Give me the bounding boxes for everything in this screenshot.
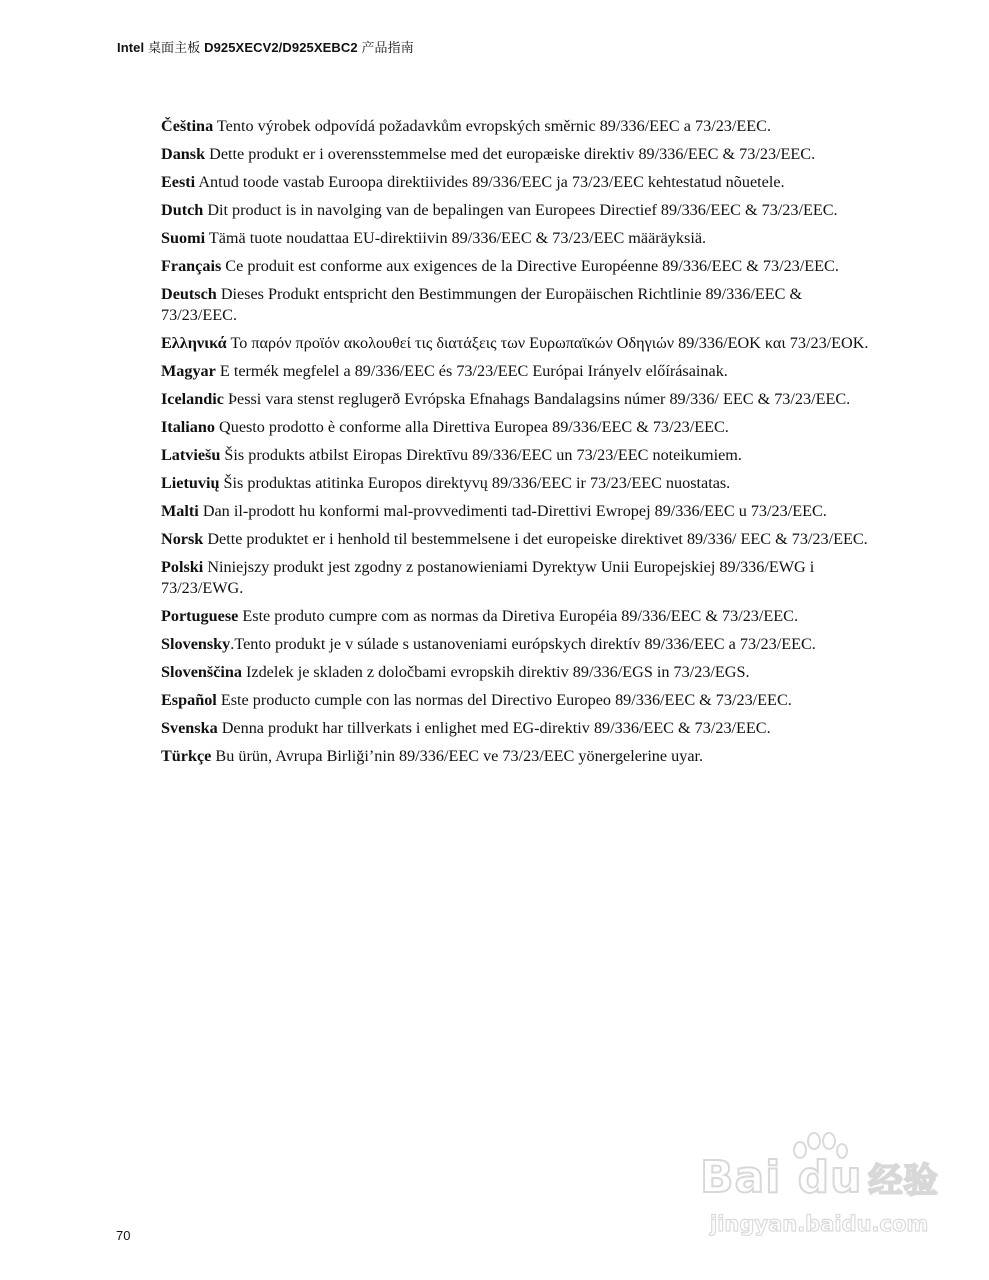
compliance-paragraph (161, 333, 875, 354)
compliance-paragraph (161, 718, 875, 739)
compliance-paragraph (161, 389, 875, 410)
statement-text: Izdelek je skladen z določbami evropskih direktiv 89/336/EGS in 73/23/EGS. (241, 663, 750, 681)
language-label: Portuguese (161, 607, 239, 625)
page-number: 70 (116, 1228, 131, 1243)
language-label: Suomi (161, 229, 206, 247)
language-label: Italiano (161, 418, 215, 436)
language-label: Ελληνικά (161, 334, 227, 352)
header-product-prefix: 桌面主板 (147, 40, 201, 55)
compliance-paragraph (161, 445, 875, 466)
statement-text: Το παρόν προϊόν ακολουθεί τις διατάξεις των Ευρωπαϊκών Οδηγιών 89/336/ΕΟΚ και 73/23/ΕΟΚ. (226, 334, 869, 352)
language-label: Türkçe (161, 747, 212, 765)
compliance-paragraph (161, 473, 875, 494)
statement-text: Tämä tuote noudattaa EU-direktiivin 89/336/EEC & 73/23/EEC määräyksiä. (205, 229, 707, 247)
compliance-paragraph (161, 417, 875, 438)
language-label: Slovenščina (161, 663, 242, 681)
language-label: Magyar (161, 362, 216, 380)
statement-text: Niniejszy produkt jest zgodny z postanowieniami Dyrektyw Unii Europejskiej 89/336/EWG i 73/23/EWG. (161, 558, 815, 597)
compliance-paragraph (161, 256, 875, 277)
compliance-paragraph (161, 529, 875, 550)
compliance-paragraph (161, 284, 875, 326)
compliance-paragraph (161, 501, 875, 522)
statement-text: Este producto cumple con las normas del Directivo Europeo 89/336/EEC & 73/23/EEC. (216, 691, 792, 709)
compliance-paragraph (161, 690, 875, 711)
statement-text: E termék megfelel a 89/336/EEC és 73/23/EEC Európai Irányelv előírásainak. (215, 362, 728, 380)
compliance-statements (161, 116, 875, 774)
language-label: Latviešu (161, 446, 221, 464)
header-model: D925XECV2/D925XEBC2 (204, 40, 358, 55)
header-brand: Intel (117, 40, 145, 55)
language-label: Lietuvių (161, 474, 220, 492)
language-label: Français (161, 257, 222, 275)
language-label: Slovensky (161, 635, 231, 653)
statement-text: Šis produktas atitinka Europos direktyvų 89/336/EEC ir 73/23/EEC nuostatas. (219, 474, 731, 492)
compliance-paragraph (161, 634, 875, 655)
statement-text: Tento výrobek odpovídá požadavkům evropských směrnic 89/336/EEC a 73/23/EEC. (213, 117, 771, 135)
watermark-url: jingyan.baidu.com (710, 1212, 929, 1236)
compliance-paragraph (161, 606, 875, 627)
compliance-paragraph (161, 200, 875, 221)
running-header (117, 37, 414, 56)
language-label: Eesti (161, 173, 196, 191)
compliance-paragraph (161, 144, 875, 165)
language-label: Polski (161, 558, 204, 576)
compliance-paragraph (161, 228, 875, 249)
compliance-paragraph (161, 662, 875, 683)
statement-text: Þessi vara stenst reglugerð Evrópska Efnahags Bandalagsins númer 89/336/ EEC & 73/23/EEC. (223, 390, 851, 408)
language-label: Čeština (161, 117, 214, 135)
baidu-jingyan-watermark (700, 1130, 950, 1245)
statement-text: Denna produkt har tillverkats i enlighet med EG-direktiv 89/336/EEC & 73/23/EEC. (217, 719, 771, 737)
statement-text: Dit product is in navolging van de bepalingen van Europees Directief 89/336/EEC & 73/23/EEC. (203, 201, 838, 219)
language-label: Icelandic (161, 390, 224, 408)
language-label: Svenska (161, 719, 218, 737)
statement-text: Dette produktet er i henhold til bestemmelsene i det europeiske direktivet 89/336/ EEC & 73/23/EEC. (203, 530, 868, 548)
language-label: Norsk (161, 530, 204, 548)
statement-text: Este produto cumpre com as normas da Diretiva Européia 89/336/EEC & 73/23/EEC. (238, 607, 799, 625)
language-label: Dansk (161, 145, 206, 163)
statement-text: Antud toode vastab Euroopa direktiivides 89/336/EEC ja 73/23/EEC kehtestatud nõuetele. (195, 173, 785, 191)
watermark-brand (700, 1152, 938, 1203)
statement-text: Dieses Produkt entspricht den Bestimmungen der Europäischen Richtlinie 89/336/EEC & 73/23/EEC. (161, 285, 803, 324)
statement-text: Ce produit est conforme aux exigences de la Directive Européenne 89/336/EEC & 73/23/EEC. (221, 257, 839, 275)
statement-text: Dette produkt er i overensstemmelse med det europæiske direktiv 89/336/EEC & 73/23/EEC. (205, 145, 816, 163)
compliance-paragraph (161, 361, 875, 382)
language-label: Deutsch (161, 285, 217, 303)
compliance-paragraph (161, 557, 875, 599)
language-label: Dutch (161, 201, 204, 219)
language-label: Malti (161, 502, 199, 520)
language-label: Español (161, 691, 217, 709)
statement-text: .Tento produkt je v súlade s ustanoveniami európskych direktív 89/336/EEC a 73/23/EEC. (230, 635, 816, 653)
compliance-paragraph (161, 116, 875, 137)
statement-text: Šis produkts atbilst Eiropas Direktīvu 89/336/EEC un 73/23/EEC noteikumiem. (220, 446, 742, 464)
compliance-paragraph (161, 746, 875, 767)
watermark-brand-latin: Bai du (700, 1152, 863, 1203)
compliance-paragraph (161, 172, 875, 193)
watermark-brand-cn: 经验 (868, 1161, 939, 1201)
statement-text: Questo prodotto è conforme alla Direttiva Europea 89/336/EEC & 73/23/EEC. (214, 418, 729, 436)
header-product-suffix: 产品指南 (361, 40, 414, 55)
statement-text: Dan il-prodott hu konformi mal-provvedimenti tad-Direttivi Ewropej 89/336/EEC u 73/23/EEC. (198, 502, 827, 520)
statement-text: Bu ürün, Avrupa Birliği’nin 89/336/EEC ve 73/23/EEC yönergelerine uyar. (211, 747, 704, 765)
